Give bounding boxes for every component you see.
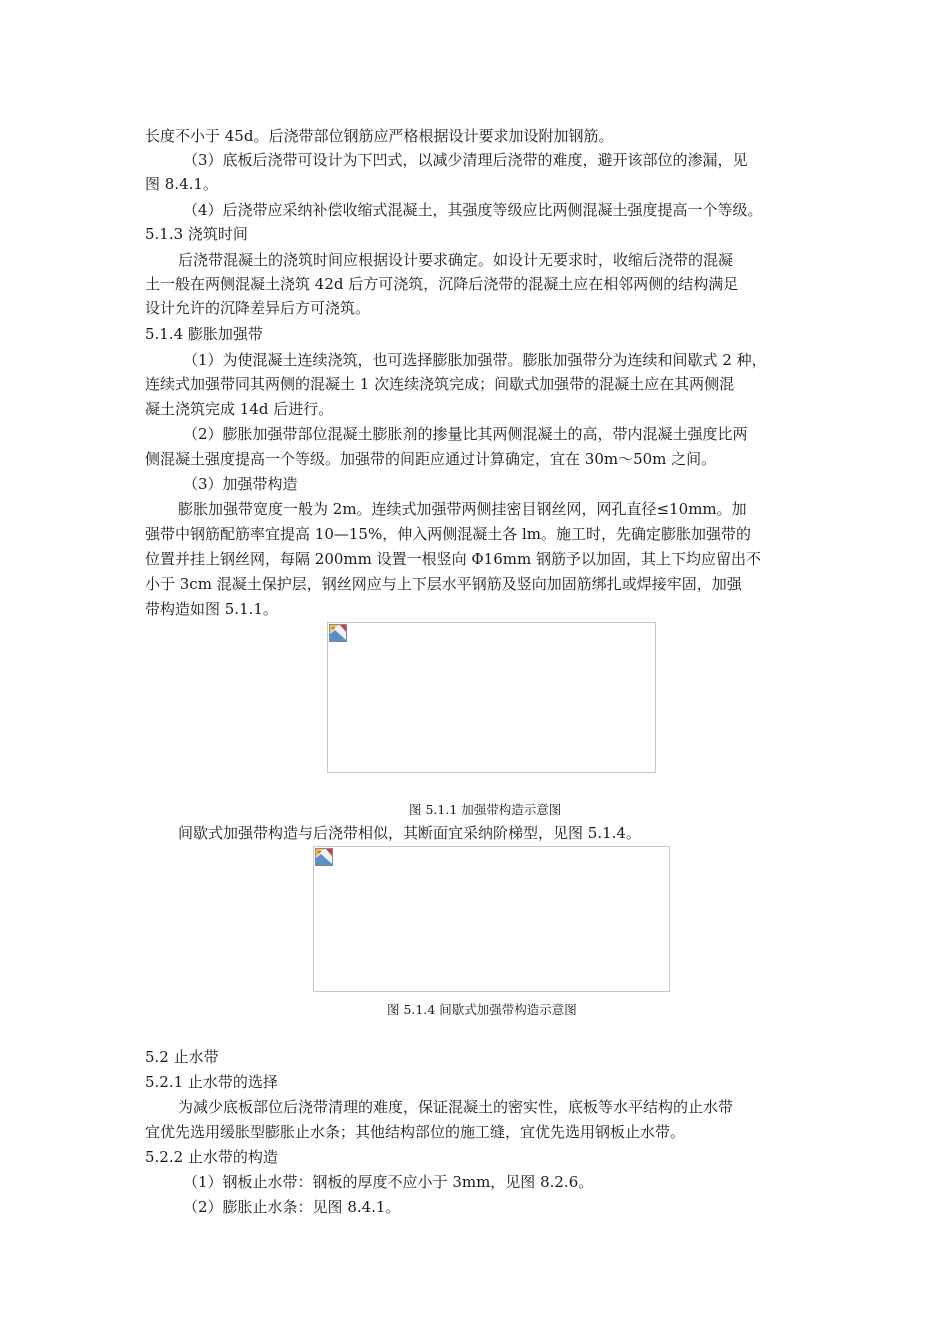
section-heading: 5.1.4 膨胀加强带 xyxy=(145,325,263,343)
paragraph-line: （3）底板后浇带可设计为下凹式，以减少清理后浇带的难度，避开该部位的渗漏，见 xyxy=(183,151,748,169)
paragraph-line: 图 8.4.1。 xyxy=(145,175,218,193)
paragraph-line: 设计允许的沉降差异后方可浇筑。 xyxy=(145,299,371,317)
paragraph-line: 强带中钢筋配筋率宜提高 10—15%，伸入两侧混凝土各 lm。施工时，先确定膨胀加强带的 xyxy=(145,525,751,543)
paragraph-line: （2）膨胀止水条：见图 8.4.1。 xyxy=(183,1198,401,1216)
broken-image-icon xyxy=(315,848,333,866)
paragraph-line: （1）钢板止水带：钢板的厚度不应小于 3mm，见图 8.2.6。 xyxy=(183,1173,594,1191)
paragraph-line: 后浇带混凝土的浇筑时间应根据设计要求确定。如设计无要求时，收缩后浇带的混凝 xyxy=(178,251,734,269)
paragraph-line: （4）后浇带应采纳补偿收缩式混凝土，其强度等级应比两侧混凝土强度提高一个等级。 xyxy=(183,201,763,219)
paragraph-line: 土一般在两侧混凝土浇筑 42d 后方可浇筑，沉降后浇带的混凝土应在相邻两侧的结构满足 xyxy=(145,275,739,293)
paragraph-line: 连续式加强带同其两侧的混凝土 1 次连续浇筑完成；间歇式加强带的混凝土应在其两侧混 xyxy=(145,375,735,393)
paragraph-line: 间歇式加强带构造与后浇带相似，其断面宜采纳阶梯型，见图 5.1.4。 xyxy=(178,824,641,842)
section-heading: 5.2.2 止水带的构造 xyxy=(145,1148,278,1166)
paragraph-line: 宜优先选用缓胀型膨胀止水条；其他结构部位的施工缝，宜优先选用钢板止水带。 xyxy=(145,1123,686,1141)
section-heading: 5.2 止水带 xyxy=(145,1048,219,1066)
section-heading: 5.2.1 止水带的选择 xyxy=(145,1073,278,1091)
broken-image-icon xyxy=(329,624,347,642)
figure-5-1-1-image xyxy=(327,622,656,773)
figure-caption: 图 5.1.1 加强带构造示意图 xyxy=(409,802,562,817)
section-heading: 5.1.3 浇筑时间 xyxy=(145,225,248,243)
paragraph-line: （1）为使混凝土连续浇筑，也可选择膨胀加强带。膨胀加强带分为连续和间歇式 2 种， xyxy=(183,351,767,369)
paragraph-line: 侧混凝土强度提高一个等级。加强带的间距应通过计算确定，宜在 30m～50m 之间。 xyxy=(145,450,717,468)
subsection-heading: （3）加强带构造 xyxy=(183,475,298,493)
figure-5-1-4-image xyxy=(313,846,670,992)
paragraph-line: 膨胀加强带宽度一般为 2m。连续式加强带两侧挂密目钢丝网，网孔直径≤10mm。加 xyxy=(178,500,747,518)
figure-caption: 图 5.1.4 间歇式加强带构造示意图 xyxy=(387,1002,577,1017)
paragraph-line: （2）膨胀加强带部位混凝土膨胀剂的掺量比其两侧混凝土的高，带内混凝土强度比两 xyxy=(183,425,748,443)
paragraph-line: 凝土浇筑完成 14d 后进行。 xyxy=(145,400,334,418)
paragraph-line: 带构造如图 5.1.1。 xyxy=(145,600,278,618)
paragraph-line: 为减少底板部位后浇带清理的难度，保证混凝土的密实性，底板等水平结构的止水带 xyxy=(178,1098,734,1116)
paragraph-line: 位置并挂上钢丝网，每隔 200mm 设置一根竖向 Φ16mm 钢筋予以加固，其上下均应留出不 xyxy=(145,550,761,568)
paragraph-line: 长度不小于 45d。后浇带部位钢筋应严格根据设计要求加设附加钢筋。 xyxy=(145,127,614,145)
paragraph-line: 小于 3cm 混凝土保护层，钢丝网应与上下层水平钢筋及竖向加固筋绑扎或焊接牢固，加强 xyxy=(145,575,742,593)
